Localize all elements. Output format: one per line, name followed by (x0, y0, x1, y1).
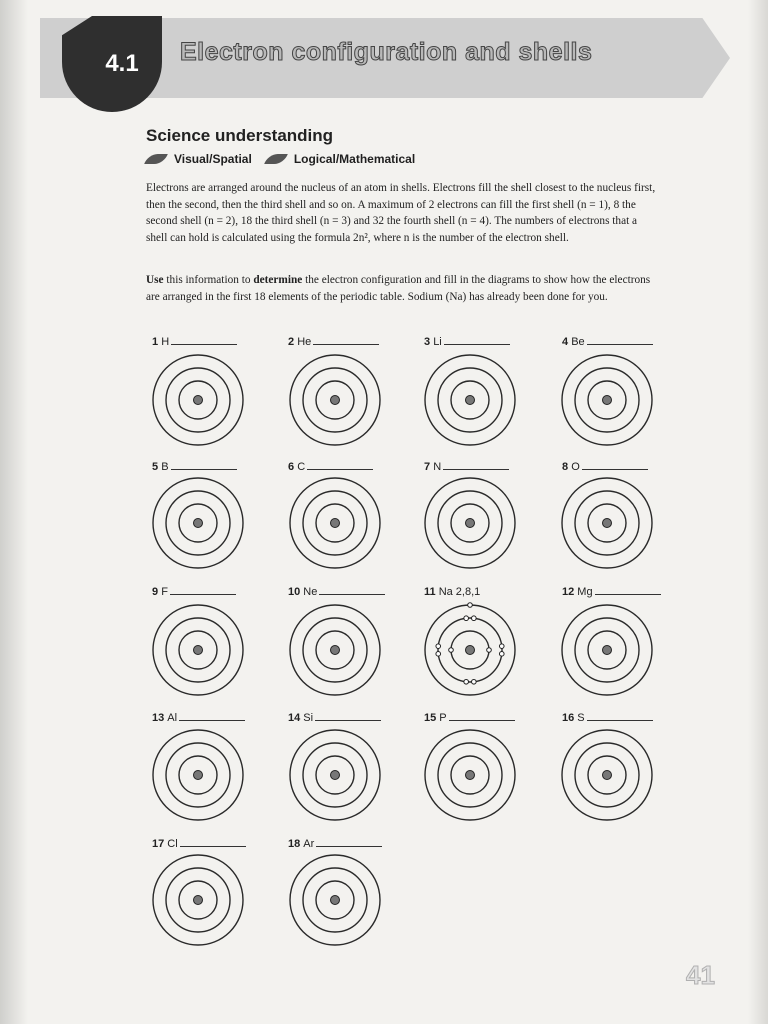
nucleus (603, 396, 612, 405)
element-number: 17 (152, 838, 168, 850)
instruction-text-1: this information to (163, 274, 254, 286)
section-number: 4.1 (105, 50, 139, 77)
atom-diagram (290, 478, 380, 568)
electron (472, 679, 477, 684)
nucleus (331, 771, 340, 780)
element-symbol: Mg (577, 586, 593, 598)
atom-diagram (290, 355, 380, 445)
nucleus (331, 646, 340, 655)
nucleus (466, 646, 475, 655)
page-number: 41 (686, 960, 715, 990)
element-number: 1 (152, 336, 162, 348)
element-number: 4 (562, 336, 572, 348)
element-number: 12 (562, 586, 578, 598)
atom-diagram (153, 605, 243, 695)
element-number: 2 (288, 336, 298, 348)
tag-logical-mathematical: Logical/Mathematical (293, 152, 416, 166)
atom-diagram (153, 478, 243, 568)
section-heading: Science understanding (146, 126, 334, 145)
electron (464, 679, 469, 684)
electron-configuration: 2,8,1 (452, 586, 481, 598)
element-symbol: B (161, 461, 169, 473)
element-symbol: He (297, 336, 312, 348)
element-symbol: P (439, 712, 447, 724)
element-symbol: N (433, 461, 442, 473)
element-symbol: Na (438, 586, 453, 598)
atom-diagram (290, 605, 380, 695)
element-symbol: Ne (303, 586, 318, 598)
element-number: 9 (152, 586, 162, 598)
instruction-bold-determine: determine (253, 274, 303, 286)
atom-diagram (290, 730, 380, 820)
element-symbol: C (297, 461, 306, 473)
element-symbol: H (161, 336, 170, 348)
atom-diagram (562, 478, 652, 568)
electron (436, 644, 441, 649)
element-symbol: Si (303, 712, 314, 724)
nucleus (603, 646, 612, 655)
electron (449, 648, 454, 653)
intro-paragraph: Electrons are arranged around the nucleus of an atom in shells. Electrons fill the shell closest to the nucleus first, then the second, then the third shell and so on. A maximum of 2 electrons can fill the first shell (n = 1), 8 the second shell (n = 2), 18 the third shell (n = 3) and 32 the fourth shell (n = 4). The numbers of electrons that a shell can hold is calculated using the formula 2n², where n is the number of the electron shell. (146, 182, 656, 244)
electron (499, 652, 504, 657)
electron (472, 616, 477, 621)
element-symbol: Cl (167, 838, 178, 850)
electron (499, 644, 504, 649)
electron (464, 616, 469, 621)
element-number: 10 (288, 586, 304, 598)
element-symbol: S (577, 712, 585, 724)
electron (468, 603, 473, 608)
element-symbol: O (571, 461, 580, 473)
nucleus (194, 896, 203, 905)
tag-visual-spatial: Visual/Spatial (174, 152, 252, 166)
nucleus (466, 519, 475, 528)
nucleus (603, 519, 612, 528)
nucleus (466, 771, 475, 780)
atom-diagram (562, 355, 652, 445)
atom-diagram (425, 730, 515, 820)
element-symbol: F (161, 586, 168, 598)
element-number: 18 (288, 838, 304, 850)
element-number: 14 (288, 712, 304, 724)
page-title: Electron configuration and shells (180, 38, 593, 66)
element-number: 5 (152, 461, 162, 473)
nucleus (194, 646, 203, 655)
atom-diagram (425, 355, 515, 445)
element-number: 7 (424, 461, 434, 473)
element-number: 13 (152, 712, 168, 724)
element-number: 3 (424, 336, 434, 348)
instruction-bold-use: Use (146, 274, 164, 286)
nucleus (194, 771, 203, 780)
atom-diagram (153, 855, 243, 945)
nucleus (331, 396, 340, 405)
nucleus (466, 396, 475, 405)
nucleus (331, 896, 340, 905)
atom-diagram (562, 605, 652, 695)
element-symbol: Ar (303, 838, 315, 850)
atom-diagram (425, 478, 515, 568)
atom-diagram (153, 355, 243, 445)
atom-diagram (290, 855, 380, 945)
element-symbol: Al (167, 712, 178, 724)
nucleus (194, 519, 203, 528)
element-number: 11 (424, 586, 439, 598)
atom-diagram (153, 730, 243, 820)
atom-diagram (562, 730, 652, 820)
element-number: 8 (562, 461, 572, 473)
element-number: 15 (424, 712, 440, 724)
element-symbol: Li (433, 336, 442, 348)
nucleus (331, 519, 340, 528)
atom-diagram (425, 603, 515, 695)
electron (487, 648, 492, 653)
element-number: 16 (562, 712, 578, 724)
electron (436, 652, 441, 657)
element-number: 6 (288, 461, 298, 473)
instruction-text-2: the electron configuration and fill in the diagrams to show how the electrons are arranged in the first 18 elements of the periodic table. Sodium (Na) has already been done for you. (146, 274, 651, 303)
nucleus (194, 396, 203, 405)
nucleus (603, 771, 612, 780)
element-symbol: Be (571, 336, 585, 348)
